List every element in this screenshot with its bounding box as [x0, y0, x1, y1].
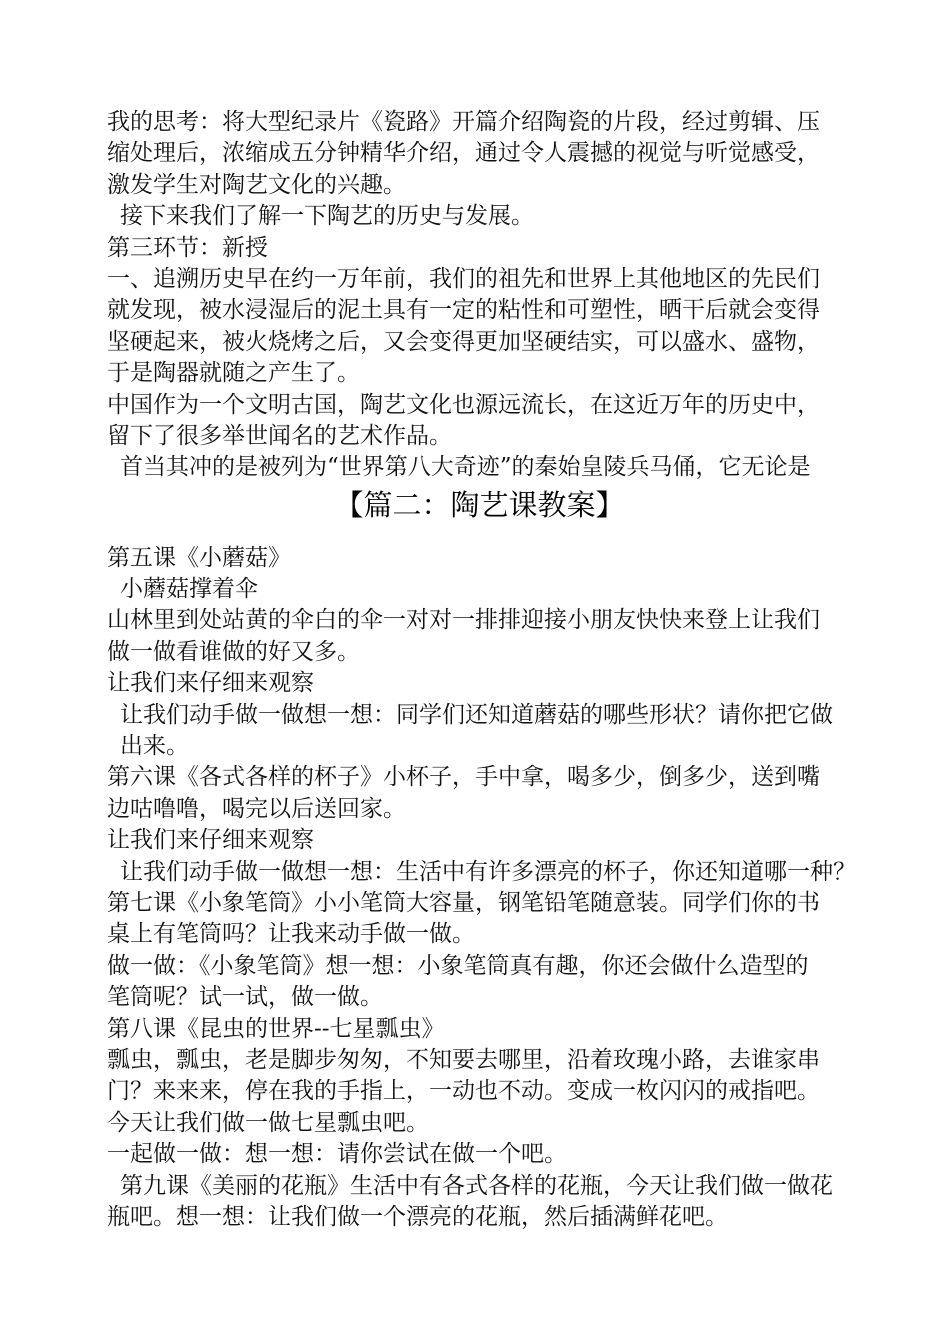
text-line: 让我们动手做一做想一想：生活中有许多漂亮的杯子，你还知道哪一种？: [120, 858, 856, 885]
text-line: 出来。: [120, 733, 189, 760]
text-line: 做一做：《小象笔筒》想一想：小象笔筒真有趣，你还会做什么造型的: [107, 952, 809, 979]
text-line: 首当其冲的是被列为“世界第八大奇迹”的秦始皇陵兵马俑，它无论是: [120, 454, 811, 481]
text-line: 门？来来来，停在我的手指上，一动也不动。变成一枚闪闪的戒指吧。: [107, 1078, 820, 1105]
text-line: 做一做看谁做的好又多。: [107, 638, 360, 665]
text-line: 让我们来仔细来观察: [107, 670, 314, 697]
text-line: 小蘑菇撑着伞: [120, 576, 258, 603]
text-line: 接下来我们了解一下陶艺的历史与发展。: [120, 203, 534, 230]
text-line: 就发现，被水浸湿后的泥土具有一定的粘性和可塑性，晒干后就会变得: [107, 297, 820, 324]
text-line: 山林里到处站黄的伞白的伞一对对一排排迎接小朋友快快来登上让我们: [107, 607, 820, 634]
text-line: 坚硬起来，被火烧烤之后，又会变得更加坚硬结实，可以盛水、盛物，: [107, 328, 820, 355]
text-line: 瓶吧。想一想：让我们做一个漂亮的花瓶，然后插满鲜花吧。: [107, 1203, 728, 1230]
text-line: 缩处理后，浓缩成五分钟精华介绍，通过令人震撼的视觉与听觉感受，: [107, 140, 820, 167]
text-line: 第八课《昆虫的世界--七星瓢虫》: [107, 1015, 445, 1042]
text-line: 一起做一做：想一想：请你尝试在做一个吧。: [107, 1141, 567, 1168]
text-line: 第七课《小象笔筒》小小笔筒大容量，钢笔铅笔随意装。同学们你的书: [107, 889, 820, 916]
text-line: 留下了很多举世闻名的艺术作品。: [107, 422, 452, 449]
text-line: 瓢虫，瓢虫，老是脚步匆匆，不知要去哪里，沿着玫瑰小路，去谁家串: [107, 1046, 820, 1073]
section-heading: 【篇二：陶艺课教案】: [334, 487, 625, 522]
text-line: 笔筒呢？试一试，做一做。: [107, 984, 383, 1011]
text-line: 第三环节：新授: [107, 234, 268, 261]
text-line: 桌上有笔筒吗？让我来动手做一做。: [107, 921, 475, 948]
text-line: 于是陶器就随之产生了。: [107, 360, 360, 387]
text-line: 今天让我们做一做七星瓢虫吧。: [107, 1109, 429, 1136]
text-line: 第五课《小蘑菇》: [107, 544, 291, 571]
text-line: 我的思考：将大型纪录片《瓷路》开篇介绍陶瓷的片段，经过剪辑、压: [107, 109, 820, 135]
text-line: 让我们来仔细来观察: [107, 827, 314, 854]
section-1: [107, 107, 852, 484]
text-line: 第九课《美丽的花瓶》生活中有各式各样的花瓶，今天让我们做一做花: [120, 1172, 833, 1199]
text-line: 中国作为一个文明古国，陶艺文化也源远流长，在这近万年的历史中，: [107, 391, 820, 418]
text-line: 让我们动手做一做想一想：同学们还知道蘑菇的哪些形状？请你把它做: [120, 701, 833, 728]
section-2: [107, 543, 856, 1234]
text-line: 边咕噜噜，喝完以后送回家。: [107, 795, 406, 822]
text-line: 激发学生对陶艺文化的兴趣。: [107, 171, 406, 198]
text-line: 一、追溯历史早在约一万年前，我们的祖先和世界上其他地区的先民们: [107, 265, 820, 292]
text-line: 第六课《各式各样的杯子》小杯子，手中拿，喝多少，倒多少，送到嘴: [107, 764, 820, 791]
document-body: [107, 107, 856, 1233]
